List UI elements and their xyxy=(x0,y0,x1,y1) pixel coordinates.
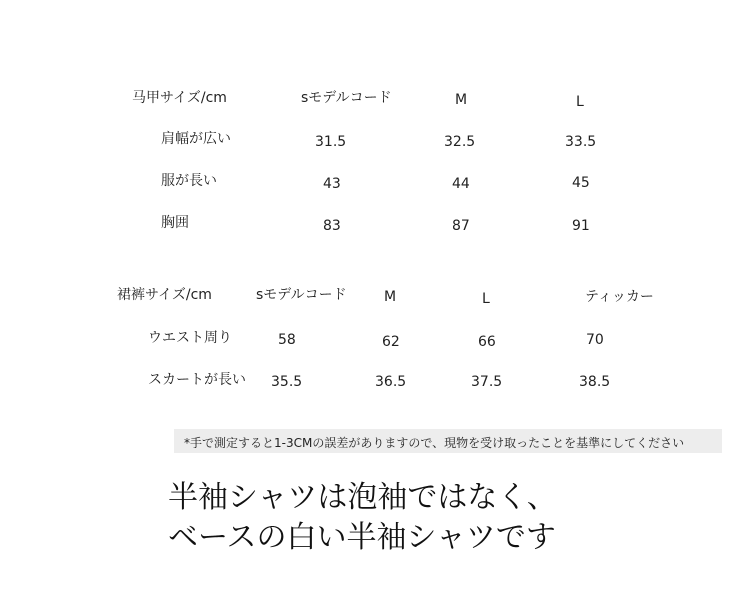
skirt-row-label: スカートが長い xyxy=(148,372,246,388)
skirt-cell: 66 xyxy=(478,334,496,350)
vest-table-title: 马甲サイズ/cm xyxy=(132,90,227,106)
skirt-cell: 37.5 xyxy=(471,374,503,390)
vest-cell: 45 xyxy=(572,175,590,191)
vest-col-s-model: sモデルコード xyxy=(301,90,392,106)
vest-cell: 83 xyxy=(323,218,341,234)
skirt-cell: 38.5 xyxy=(579,374,611,390)
vest-cell: 44 xyxy=(452,176,470,192)
skirt-cell: 58 xyxy=(278,332,296,348)
skirt-cell: 62 xyxy=(382,334,400,350)
measurement-note: *手で測定すると1-3CMの誤差がありますので、現物を受け取ったことを基準にしてください xyxy=(184,436,685,450)
vest-row-label: 服が長い xyxy=(161,173,217,189)
vest-cell: 43 xyxy=(323,176,341,192)
vest-cell: 33.5 xyxy=(565,134,597,150)
skirt-col-ticker: ティッカー xyxy=(585,289,654,305)
skirt-table-title: 裙裤サイズ/cm xyxy=(117,287,212,303)
caption-line-2: ベースの白い半袖シャツです xyxy=(168,520,556,555)
skirt-row-label: ウエスト周り xyxy=(148,330,232,346)
vest-cell: 31.5 xyxy=(315,134,347,150)
vest-cell: 32.5 xyxy=(444,134,476,150)
vest-col-l: L xyxy=(576,94,584,110)
caption-line-1: 半袖シャツは泡袖ではなく、 xyxy=(168,480,557,515)
skirt-col-m: M xyxy=(384,289,397,305)
skirt-col-l: L xyxy=(482,291,490,307)
vest-cell: 87 xyxy=(452,218,470,234)
vest-col-m: M xyxy=(455,92,468,108)
skirt-cell: 35.5 xyxy=(271,374,303,390)
vest-row-label: 胸囲 xyxy=(161,215,189,231)
skirt-cell: 36.5 xyxy=(375,374,407,390)
vest-row-label: 肩幅が広い xyxy=(161,131,231,147)
skirt-cell: 70 xyxy=(586,332,604,348)
vest-cell: 91 xyxy=(572,218,590,234)
skirt-col-s-model: sモデルコード xyxy=(256,287,347,303)
